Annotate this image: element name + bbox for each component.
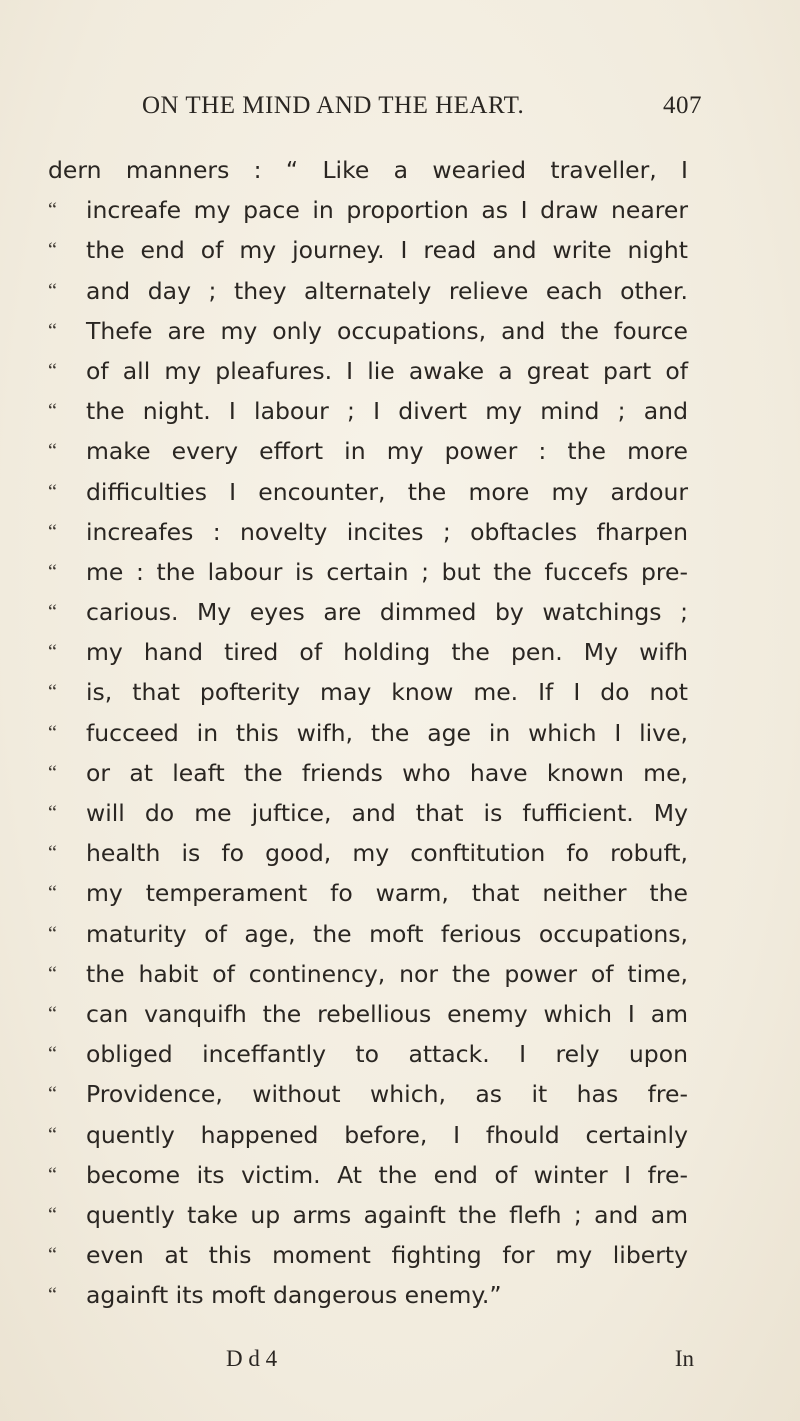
quote-mark: “ (48, 721, 57, 744)
quote-mark: “ (48, 1244, 57, 1267)
text-line (48, 994, 688, 1034)
line-text: health is fo good, my conftitution fo robuft, (86, 839, 688, 868)
quote-mark: “ (48, 1043, 57, 1066)
line-text: dern manners : “ Like a wearied traveller, I (48, 156, 688, 184)
text-line (48, 592, 688, 632)
line-text: my hand tired of holding the pen. My wifh (86, 638, 688, 667)
text-line (48, 793, 688, 833)
text-line (48, 672, 688, 712)
page-footer (226, 1346, 694, 1372)
quote-mark: “ (48, 641, 57, 664)
text-line (48, 472, 688, 512)
quote-mark: “ (48, 239, 57, 262)
text-line (48, 552, 688, 592)
line-text: the end of my journey. I read and write night (86, 236, 688, 265)
line-text: the habit of continency, nor the power of time, (86, 959, 688, 988)
line-text: increafe my pace in proportion as I draw nearer (86, 196, 688, 225)
line-text: maturity of age, the moft ferious occupations, (86, 919, 688, 948)
text-line (48, 1195, 688, 1235)
quote-mark: “ (48, 681, 57, 704)
quote-mark: “ (48, 199, 57, 222)
text-line (48, 311, 688, 351)
text-line (48, 512, 688, 552)
quote-mark: “ (48, 802, 57, 824)
text-line (48, 1275, 688, 1315)
quote-mark: “ (48, 761, 57, 784)
text-line (48, 713, 688, 753)
line-text: my temperament fo warm, that neither the (86, 879, 688, 908)
quote-mark: “ (48, 1163, 57, 1186)
text-line (48, 1235, 688, 1275)
line-text: can vanquifh the rebellious enemy which I am (86, 999, 688, 1028)
quote-mark: “ (48, 962, 57, 985)
text-line (48, 1155, 688, 1195)
quote-mark: “ (48, 279, 57, 302)
quote-mark: “ (48, 1083, 57, 1106)
quote-mark: “ (48, 319, 57, 342)
quote-mark: “ (48, 480, 57, 503)
quote-mark: “ (48, 1284, 57, 1307)
quote-mark: “ (48, 400, 57, 423)
text-line (48, 271, 688, 311)
quote-mark: “ (48, 601, 57, 624)
line-text: quently take up arms againft the flefh ; and am (86, 1200, 688, 1229)
line-text: carious. My eyes are dimmed by watchings ; (86, 598, 688, 627)
line-text: or at leaft the friends who have known me, (86, 758, 688, 787)
text-line (48, 431, 688, 471)
text-line (48, 190, 688, 230)
text-line (48, 914, 688, 954)
text-line (48, 150, 688, 190)
text-line (48, 230, 688, 270)
line-text: Thefe are my only occupations, and the fource (86, 316, 688, 345)
line-text: and day ; they alternately relieve each other. (86, 276, 688, 305)
quote-mark: “ (48, 1002, 57, 1025)
catchword: In (674, 1346, 694, 1371)
line-text: fucceed in this wifh, the age in which I live, (86, 718, 688, 747)
line-text: obliged inceffantly to attack. I rely upon (86, 1040, 688, 1069)
line-text: Providence, without which, as it has fre- (86, 1080, 688, 1109)
line-text: is, that pofterity may know me. If I do not (86, 678, 688, 707)
text-line (48, 873, 688, 913)
quote-mark: “ (48, 520, 57, 543)
line-text: increafes : novelty incites ; obftacles fharpen (86, 517, 688, 546)
page-number: 407 (663, 92, 702, 119)
line-text: quently happened before, I fhould certainly (86, 1120, 688, 1149)
text-line (48, 1074, 688, 1114)
text-line (48, 1034, 688, 1074)
quote-mark: “ (48, 560, 57, 583)
running-head (142, 92, 702, 132)
line-text: me : the labour is certain ; but the fuccefs pre- (86, 557, 688, 586)
quote-mark: “ (48, 922, 57, 945)
line-text: difficulties I encounter, the more my ardour (86, 477, 688, 506)
quote-mark: “ (48, 440, 57, 463)
text-line (48, 753, 688, 793)
line-text: againft its moft dangerous enemy.” (86, 1281, 502, 1310)
running-head-title: ON THE MIND AND THE HEART. (142, 92, 525, 119)
text-line (48, 833, 688, 873)
text-line (48, 632, 688, 672)
line-text: of all my pleafures. I lie awake a great part of (86, 356, 688, 385)
line-text: the night. I labour ; I divert my mind ; and (86, 397, 688, 426)
line-text: become its victim. At the end of winter I fre- (86, 1160, 688, 1189)
quote-mark: “ (48, 359, 57, 382)
line-text: make every effort in my power : the more (86, 437, 688, 466)
text-line (48, 351, 688, 391)
signature-mark: D d 4 (226, 1346, 278, 1371)
line-text: will do me juftice, and that is fufficient. My (86, 799, 688, 827)
line-text: even at this moment fighting for my liberty (86, 1241, 688, 1270)
quote-mark: “ (48, 882, 57, 905)
body-text (48, 150, 688, 1315)
quote-mark: “ (48, 1203, 57, 1226)
text-line (48, 391, 688, 431)
text-line (48, 954, 688, 994)
text-line (48, 1115, 688, 1155)
quote-mark: “ (48, 1123, 57, 1146)
quote-mark: “ (48, 842, 57, 865)
